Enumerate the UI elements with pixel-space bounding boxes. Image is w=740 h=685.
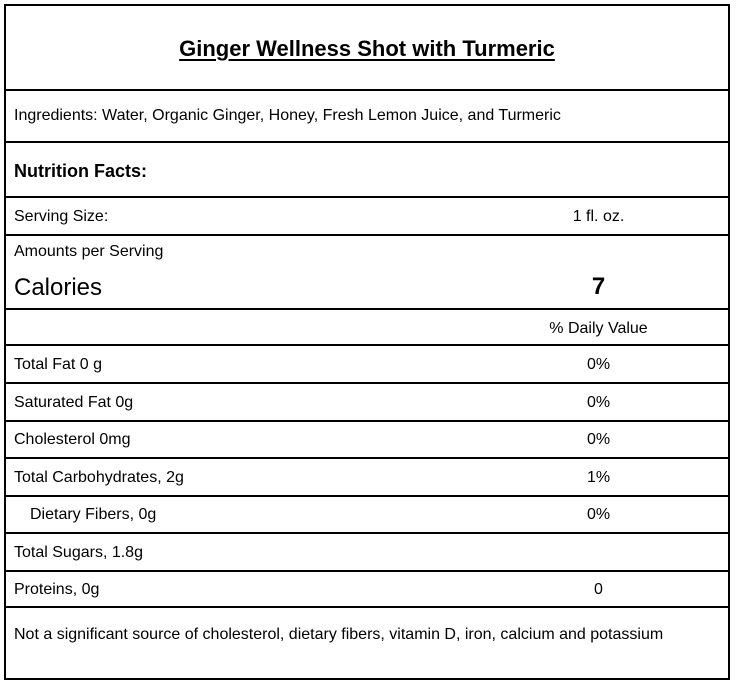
serving-size-label: Serving Size: [14,208,109,225]
nutrient-label: Total Sugars, 1.8g [14,544,143,561]
amounts-per-serving: Amounts per Serving [14,243,164,260]
serving-size-value: 1 fl. oz. [572,208,625,225]
nutrient-value: 0% [586,506,611,523]
serving-size-row [6,198,728,236]
nutrition-label [4,4,730,680]
nutrition-facts-section [6,143,728,198]
nutrient-value: 0% [586,431,611,448]
daily-value-header-row [6,310,728,346]
nutrient-row-total-fat [6,346,728,384]
calories-value: 7 [591,273,606,300]
calories-row [6,236,728,310]
ingredients-section [6,91,728,143]
footer-note: Not a significant source of cholesterol, dietary fibers, vitamin D, iron, calcium and potassium [14,626,664,643]
nutrient-label: Proteins, 0g [14,581,100,598]
calories-label: Calories [14,274,103,301]
nutrient-label: Cholesterol 0mg [14,431,131,448]
nutrient-row-saturated-fat [6,384,728,422]
nutrient-row-proteins [6,572,728,608]
nutrient-row-total-carbohydrates [6,459,728,497]
nutrient-row-total-sugars [6,534,728,572]
nutrient-label: Total Carbohydrates, 2g [14,469,184,486]
nutrition-facts-heading: Nutrition Facts: [14,161,147,181]
nutrient-label: Dietary Fibers, 0g [30,506,157,523]
ingredients-text: Ingredients: Water, Organic Ginger, Honey, Fresh Lemon Juice, and Turmeric [14,107,561,124]
title-section [6,6,728,91]
nutrient-value: 1% [586,469,611,486]
nutrient-label: Saturated Fat 0g [14,394,134,411]
nutrient-row-cholesterol [6,422,728,459]
nutrient-label: Total Fat 0 g [14,356,103,373]
footer-section [6,608,728,680]
nutrient-value: 0% [586,356,611,373]
daily-value-header: % Daily Value [549,320,648,337]
product-title: Ginger Wellness Shot with Turmeric [179,36,555,61]
nutrient-row-dietary-fibers [6,497,728,534]
nutrient-value: 0 [594,581,603,598]
nutrient-value: 0% [586,394,611,411]
